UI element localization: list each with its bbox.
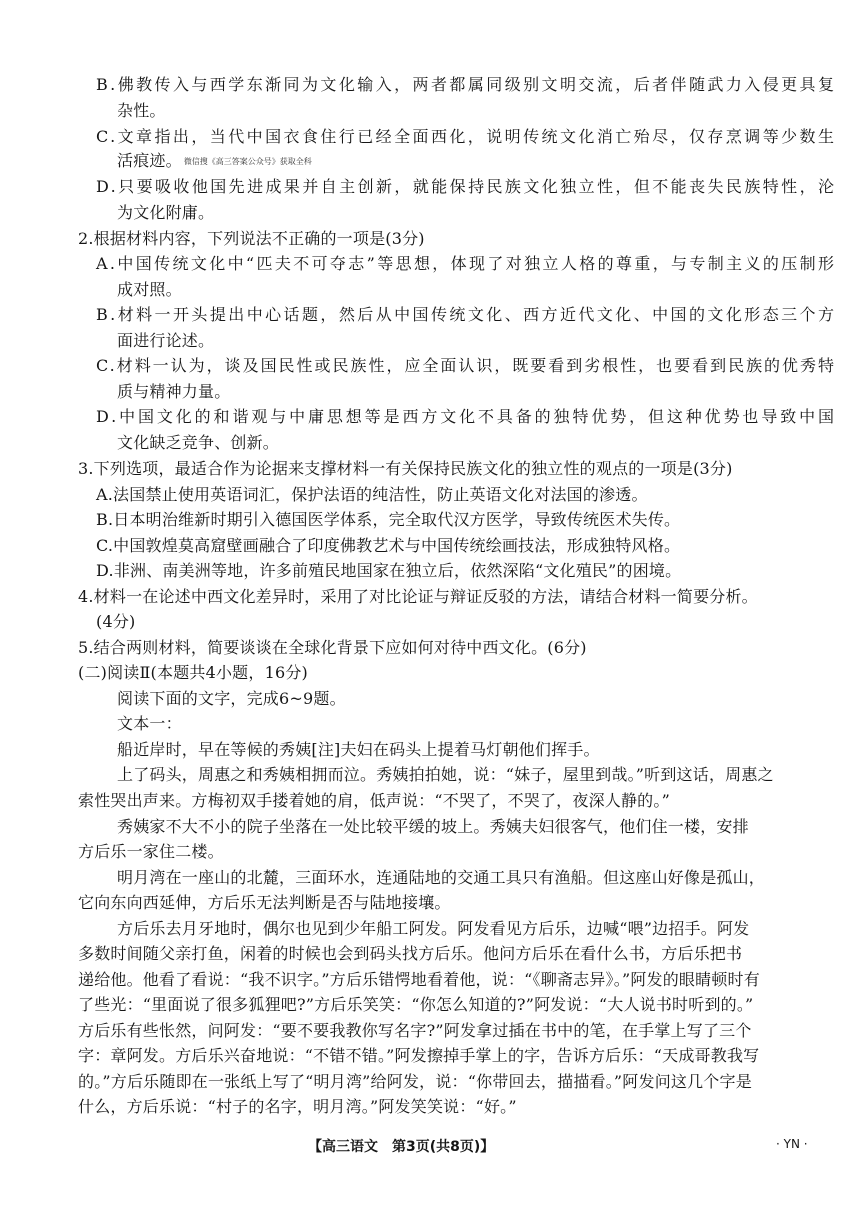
option-2d-line-1: D.中国文化的和谐观与中庸思想等是西方文化不具备的独特优势，但这种优势也导致中国: [96, 407, 837, 426]
option-1d-line-2: 为文化附庸。: [117, 203, 215, 222]
option-1c-line-2-text: 活痕迹。: [117, 151, 182, 170]
question-3-stem: 3.下列选项，最适合作为论据来支撑材料一有关保持民族文化的独立性的观点的一项是(3分): [78, 459, 733, 478]
page-footer-code: · YN ·: [776, 1137, 808, 1151]
option-1c-line-1: C.文章指出，当代中国衣食住行已经全面西化，说明传统文化消亡殆尽，仅存烹调等少数生: [96, 127, 837, 146]
page-footer-label: 【高三语文 第3页(共8页)】: [308, 1139, 495, 1155]
passage-p5-line-2: 多数时间随父亲打鱼，闲着的时候也会到码头找方后乐。他问方后乐在看什么书，方后乐把书: [78, 944, 743, 963]
passage-p5-line-8: 什么，方后乐说：“村子的名字，明月湾。”阿发笑笑说：“好。”: [78, 1097, 517, 1116]
option-1b-line-1: B.佛教传入与西学东渐同为文化输入，两者都属同级别文明交流，后者伴随武力入侵更具复: [96, 75, 837, 94]
option-2d-line-2: 文化缺乏竞争、创新。: [117, 433, 280, 452]
option-1d-line-1: D.只要吸收他国先进成果并自主创新，就能保持民族文化独立性，但不能丧失民族特性，沦: [96, 177, 837, 196]
reading-instruction: 阅读下面的文字，完成6~9题。: [117, 689, 346, 708]
watermark-note: 微信搜《高三答案公众号》获取全科: [183, 157, 312, 166]
passage-p2-line-1: 上了码头，周惠之和秀姨相拥而泣。秀姨拍拍她，说：“妹子，屋里到哉。”听到这话，周惠之: [117, 765, 774, 784]
option-2b-line-2: 面进行论述。: [117, 331, 215, 350]
passage-p3-line-2: 方后乐一家住二楼。: [78, 842, 224, 861]
option-2b-line-1: B.材料一开头提出中心话题，然后从中国传统文化、西方近代文化、中国的文化形态三个方: [96, 305, 837, 324]
passage-p5-line-1: 方后乐去月牙地时，偶尔也见到少年船工阿发。阿发看见方后乐，边喊“喂”边招手。阿发: [117, 919, 750, 938]
option-2c-line-2: 质与精神力量。: [117, 382, 231, 401]
question-4-line-1: 4.材料一在论述中西文化差异时，采用了对比论证与辩证反驳的方法，请结合材料一简要分析。: [78, 587, 758, 606]
passage-p3-line-1: 秀姨家不大不小的院子坐落在一处比较平缓的坡上。秀姨夫妇很客气，他们住一楼，安排: [117, 817, 749, 836]
passage-p1-line-1: 船近岸时，早在等候的秀姨[注]夫妇在码头上提着马灯朝他们挥手。: [117, 740, 600, 759]
passage-p4-line-2: 它向东向西延伸，方后乐无法判断是否与陆地接壤。: [78, 893, 451, 912]
option-1c-line-2: [117, 150, 312, 173]
passage-p5-line-7: 的。”方后乐随即在一张纸上写了“明月湾”给阿发，说：“你带回去，描描看。”阿发问这几个字是: [78, 1072, 752, 1091]
option-3b: B.日本明治维新时期引入德国医学体系，完全取代汉方医学，导致传统医术失传。: [96, 510, 681, 529]
option-2a-line-1: A.中国传统文化中“匹夫不可夺志”等思想，体现了对独立人格的尊重，与专制主义的压制形: [96, 254, 837, 273]
option-3a: A.法国禁止使用英语词汇，保护法语的纯洁性，防止英语文化对法国的渗透。: [96, 485, 648, 504]
passage-p4-line-1: 明月湾在一座山的北麓，三面环水，连通陆地的交通工具只有渔船。但这座山好像是孤山，: [117, 868, 766, 887]
question-2-stem: 2.根据材料内容，下列说法不正确的一项是(3分): [78, 229, 425, 248]
passage-p5-line-6: 字：章阿发。方后乐兴奋地说：“不错不错。”阿发擦掉手掌上的字，告诉方后乐：“天成哥教我写: [78, 1046, 760, 1065]
passage-p5-line-4: 了些光：“里面说了很多狐狸吧?”方后乐笑笑：“你怎么知道的?”阿发说：“大人说书时听到的。”: [78, 995, 754, 1014]
passage-p5-line-3: 递给他。他看了看说：“我不识字。”方后乐错愕地看着他，说：“《聊斋志异》。”阿发的眼睛顿时有: [78, 970, 760, 989]
option-2c-line-1: C.材料一认为，谈及国民性或民族性，应全面认识，既要看到劣根性，也要看到民族的优秀特: [96, 356, 836, 375]
text-one-label: 文本一：: [117, 714, 182, 733]
option-1b-line-2: 杂性。: [117, 101, 166, 120]
question-4-line-2: (4分): [96, 612, 136, 631]
question-5: 5.结合两则材料，简要谈谈在全球化背景下应如何对待中西文化。(6分): [78, 638, 587, 657]
passage-p5-line-5: 方后乐有些怅然，问阿发：“要不要我教你写名字?”阿发拿过插在书中的笔，在手掌上写了三个: [78, 1021, 752, 1040]
section-heading-reading-2: (二)阅读Ⅱ(本题共4小题，16分): [78, 663, 308, 682]
option-3d: D.非洲、南美洲等地，许多前殖民地国家在独立后，依然深陷“文化殖民”的困境。: [96, 561, 682, 580]
passage-p2-line-2: 索性哭出声来。方梅初双手搂着她的肩，低声说：“不哭了，不哭了，夜深人静的。”: [78, 791, 670, 810]
option-2a-line-2: 成对照。: [117, 280, 182, 299]
option-3c: C.中国敦煌莫高窟壁画融合了印度佛教艺术与中国传统绘画技法，形成独特风格。: [96, 536, 681, 555]
